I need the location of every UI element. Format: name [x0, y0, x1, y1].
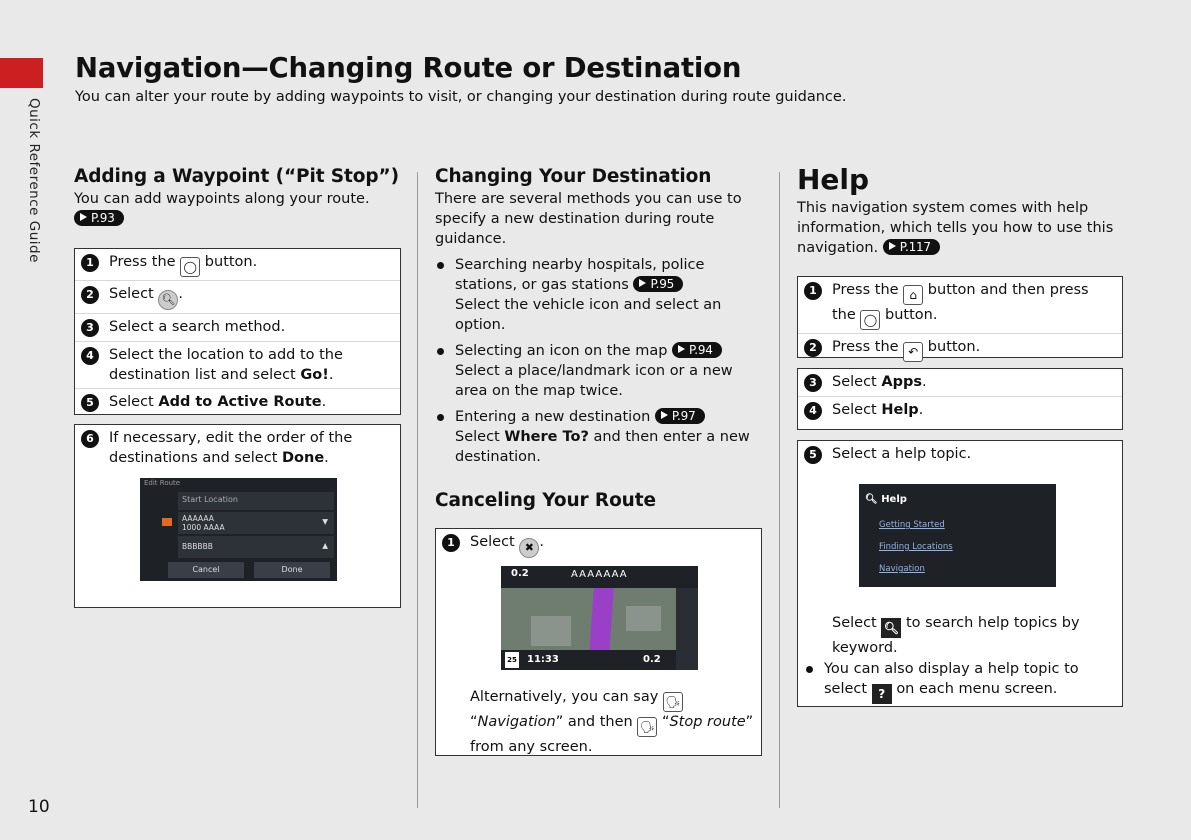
step-text: button.	[927, 339, 981, 355]
step-3	[798, 369, 1122, 397]
page-subtitle: You can alter your route by adding waypoints to visit, or changing your destination during route guidance.	[75, 89, 847, 105]
step-text: Select	[470, 534, 515, 550]
cancel-route-icon: ✖	[519, 538, 539, 558]
help-steps-box-c	[797, 440, 1123, 707]
step-text: button.	[885, 307, 938, 323]
bullet-bold: Where To?	[504, 429, 589, 445]
step-number: 3	[81, 319, 99, 337]
destination-intro: There are several methods you can use to specify a new destination during route guidance.	[435, 191, 742, 247]
step-text: .	[178, 286, 183, 302]
destination-methods-list	[435, 255, 762, 467]
voice-phrase: Stop route	[669, 714, 746, 730]
destination-row-2	[178, 536, 334, 558]
voice-phrase: Navigation	[477, 714, 556, 730]
step-number: 2	[81, 286, 99, 304]
column-divider	[417, 172, 418, 808]
ref-label: P.95	[650, 277, 675, 291]
remaining-distance: 0.2	[643, 654, 661, 665]
step-text: Select a help topic.	[832, 446, 972, 462]
bullet-detail: Select	[455, 429, 500, 445]
bullet-text: Entering a new destination	[455, 409, 651, 425]
help-intro	[797, 198, 1123, 258]
help-topic-link[interactable]: Getting Started	[879, 520, 945, 530]
cancel-heading: Canceling Your Route	[435, 490, 656, 511]
step-2	[75, 281, 400, 314]
step-6	[75, 425, 400, 471]
row-sub: 1000 AAAA	[182, 523, 225, 532]
step-text: Select	[832, 402, 877, 418]
step-text: Press the	[832, 339, 899, 355]
help-topic-link[interactable]: Navigation	[879, 564, 925, 574]
help-steps-box-a	[797, 276, 1123, 358]
next-turn-distance	[511, 568, 529, 579]
distance-value: 0.2	[511, 568, 529, 579]
note-text: and then	[567, 714, 633, 730]
page-ref-link[interactable]	[633, 276, 683, 292]
waypoint-intro	[74, 189, 401, 229]
step-text: .	[918, 402, 924, 418]
help-search-note	[832, 613, 1120, 658]
step-3	[75, 314, 400, 342]
step-text: If necessary, edit the order of the destinations and select	[109, 430, 353, 466]
destination-row-1	[178, 512, 334, 534]
help-bullets	[804, 659, 1120, 710]
row-title: AAAAAA	[182, 514, 214, 523]
step-number: 5	[81, 394, 99, 412]
move-up-icon: ▲	[322, 541, 328, 550]
note-text: Alternatively, you can say	[470, 689, 659, 705]
page-ref-link[interactable]	[655, 408, 705, 424]
speed-limit: 25	[505, 652, 519, 668]
help-screen-title: 🔍︎ Help	[865, 494, 907, 505]
help-heading: Help	[797, 163, 870, 196]
page-title: Navigation—Changing Route or Destination	[75, 52, 742, 84]
step-4	[798, 397, 1122, 425]
step-1	[798, 277, 1122, 334]
ref-label: P.97	[671, 409, 696, 423]
help-topic-link[interactable]: Finding Locations	[879, 542, 953, 552]
ref-label: P.117	[899, 240, 931, 254]
edit-route-screenshot	[140, 478, 337, 581]
bullet-text: on each menu screen.	[896, 681, 1058, 697]
bullet-text: You can also display a help topic to select	[824, 661, 1079, 697]
help-screenshot	[859, 484, 1056, 587]
step-4	[75, 342, 400, 389]
help-section	[797, 163, 1123, 258]
search-icon: 🔍︎	[881, 618, 901, 638]
step-text: .	[324, 450, 329, 466]
row-title: BBBBBB	[182, 542, 213, 551]
step-5	[75, 389, 400, 417]
step-text: button.	[204, 254, 258, 270]
step-text: Select a search method.	[109, 319, 286, 335]
step-text: Select the location to add to the destination list and select	[109, 347, 343, 383]
street-name: AAAAAAA	[571, 569, 628, 580]
step-text: Select	[109, 286, 154, 302]
step-number: 4	[81, 347, 99, 365]
flag-icon	[162, 518, 172, 526]
ref-label: P.94	[689, 343, 713, 357]
list-item	[435, 407, 762, 467]
page-number: 10	[28, 797, 50, 817]
done-button[interactable]: Done	[254, 562, 330, 578]
back-icon: ↶	[903, 342, 923, 362]
list-item	[804, 659, 1120, 704]
step-text: .	[321, 394, 327, 410]
step-number: 4	[804, 402, 822, 420]
map-screenshot	[501, 566, 698, 670]
map-menu-button-icon: ◯	[860, 310, 880, 330]
step-1	[75, 249, 400, 281]
bullet-text: Searching nearby hospitals, police stations, or gas stations	[455, 257, 705, 293]
page-ref-link[interactable]	[74, 210, 124, 226]
bullet-text: Selecting an icon on the map	[455, 343, 668, 359]
step-number: 1	[442, 534, 460, 552]
voice-command-icon: 🗣︎	[637, 717, 657, 737]
step-bold: Add to Active Route	[158, 394, 322, 410]
step-number: 1	[81, 254, 99, 272]
step-number: 5	[804, 446, 822, 464]
step-2	[798, 334, 1122, 365]
step-text: Select	[832, 374, 877, 390]
note-text: from any screen.	[470, 739, 593, 755]
map-block	[531, 616, 571, 646]
bullet-detail: Select the vehicle icon and select an option.	[455, 297, 722, 333]
step-5	[798, 441, 1122, 469]
map-side-controls	[676, 588, 698, 670]
home-icon: ⌂	[903, 285, 923, 305]
page-ref-link[interactable]	[883, 239, 940, 255]
step-text: .	[328, 367, 334, 383]
help-steps-box-b	[797, 368, 1123, 430]
section-tab-marker	[0, 58, 43, 88]
step-number: 6	[81, 430, 99, 448]
step-bold: Help	[881, 402, 919, 418]
step-text: Press the	[109, 254, 176, 270]
step-bold: Go!	[300, 367, 329, 383]
start-location-row: Start Location	[178, 492, 334, 510]
step-1	[436, 529, 761, 561]
step-number: 1	[804, 282, 822, 300]
map-menu-button-icon: ◯	[180, 257, 200, 277]
bullet-detail: and then enter a new destination.	[455, 429, 750, 465]
destination-heading: Changing Your Destination	[435, 166, 712, 187]
waypoint-intro-text: You can add waypoints along your route.	[74, 191, 370, 207]
section-tab-label: Quick Reference Guide	[26, 98, 42, 263]
help-intro-text: This navigation system comes with help information, which tells you how to use this navigation.	[797, 200, 1114, 256]
note-text: Select	[832, 615, 877, 631]
waypoint-section	[74, 166, 401, 229]
help-question-icon: ?	[872, 684, 892, 704]
waypoint-heading: Adding a Waypoint (“Pit Stop”)	[74, 166, 399, 187]
step-bold: Done	[282, 450, 325, 466]
move-down-icon: ▼	[322, 517, 328, 526]
waypoint-steps-box	[74, 248, 401, 415]
arrival-time: 11:33	[527, 654, 559, 665]
voice-command-icon: 🗣︎	[663, 692, 683, 712]
step-number: 2	[804, 339, 822, 357]
map-block	[626, 606, 661, 631]
voice-command-note: Alternatively, you can say 🗣︎ “Navigation” and then 🗣︎ “Stop route” from any screen.	[470, 689, 754, 755]
step-text: Select	[109, 394, 154, 410]
step-text: .	[539, 534, 544, 550]
help-title-text: Help	[881, 494, 907, 505]
column-divider	[779, 172, 780, 808]
step-bold: Apps	[881, 374, 922, 390]
step-text: Press the	[832, 282, 899, 298]
list-item	[435, 255, 762, 335]
destination-section	[435, 166, 762, 473]
ref-label: P.93	[91, 211, 115, 225]
screen-header: Edit Route	[144, 479, 181, 487]
step-text: button and then press the	[832, 282, 1089, 323]
bullet-detail: Select a place/landmark icon or a new area on the map twice.	[455, 363, 733, 399]
step-text: .	[921, 374, 927, 390]
waypoint-step6-box	[74, 424, 401, 608]
note-text: to search help topics by keyword.	[832, 615, 1080, 656]
cancel-button[interactable]: Cancel	[168, 562, 244, 578]
list-item	[435, 341, 762, 401]
step-number: 3	[804, 374, 822, 392]
search-icon: 🔍︎	[158, 290, 178, 310]
cancel-steps-box	[435, 528, 762, 756]
page-ref-link[interactable]	[672, 342, 722, 358]
